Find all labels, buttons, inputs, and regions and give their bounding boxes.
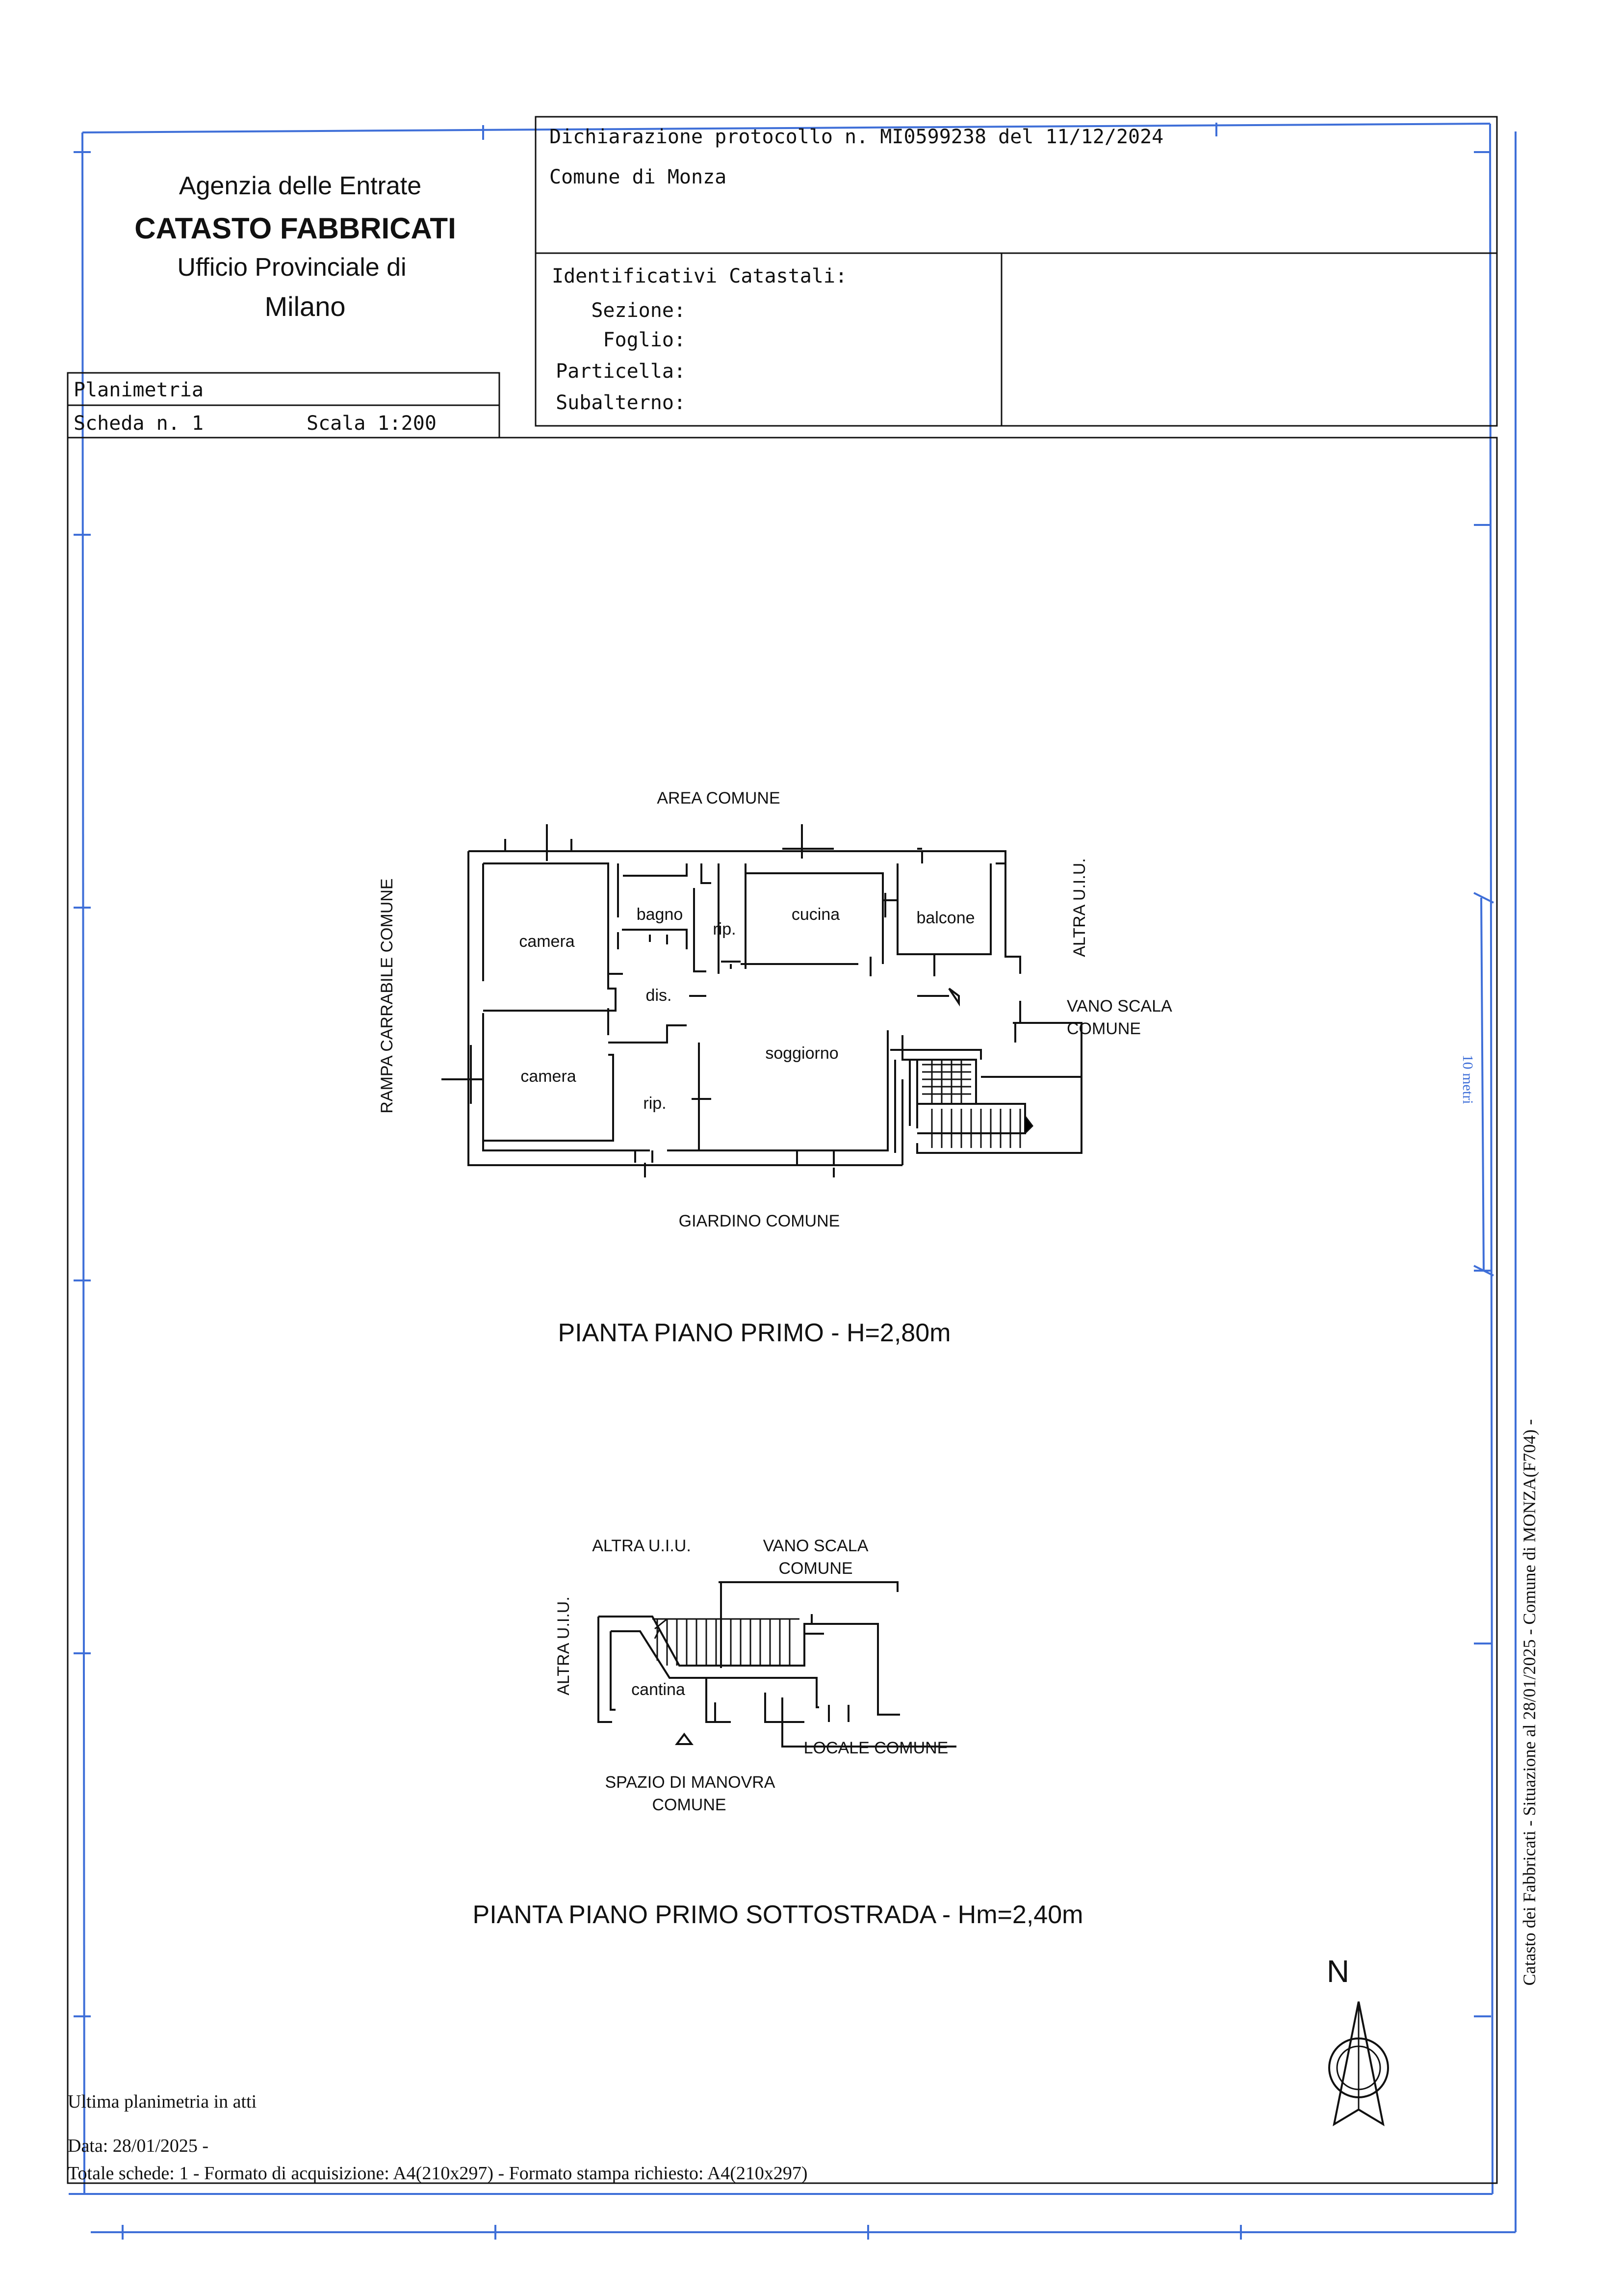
label-vano-comune: COMUNE [1067, 1019, 1141, 1038]
foglio-label: Foglio: [603, 329, 686, 351]
north-arrow-icon [1327, 1954, 1388, 2124]
scala-label: Scala 1:200 [307, 412, 437, 435]
label-altra-uiu-left: ALTRA U.I.U. [554, 1596, 573, 1696]
footer-data: Data: 28/01/2025 - [68, 2136, 209, 2156]
room-rip-1: rip. [713, 920, 736, 939]
label-rampa-carrabile: RAMPA CARRABILE COMUNE [378, 878, 396, 1114]
floor-plan-primo [441, 824, 1081, 1177]
agency-name: Agenzia delle Entrate [179, 172, 422, 200]
room-cantina: cantina [631, 1680, 685, 1699]
catasto-fabbricati: CATASTO FABBRICATI [134, 212, 456, 245]
planimetria-label: Planimetria [74, 379, 204, 401]
room-rip-2: rip. [643, 1094, 667, 1113]
identificativi-title: Identificativi Catastali: [552, 265, 848, 287]
label-vano-scala-2: VANO SCALA [763, 1537, 869, 1555]
label-altra-uiu: ALTRA U.I.U. [1070, 858, 1089, 957]
comune-name: Comune di Monza [549, 166, 727, 188]
footer-ultima-planimetria: Ultima planimetria in atti [68, 2091, 257, 2112]
subalterno-label: Subalterno: [556, 391, 686, 414]
plan-primo-title: PIANTA PIANO PRIMO - H=2,80m [558, 1319, 951, 1347]
room-soggiorno: soggiorno [765, 1044, 839, 1063]
room-bagno: bagno [636, 905, 683, 924]
ufficio-city: Milano [264, 291, 346, 322]
label-spazio-manovra: SPAZIO DI MANOVRA [605, 1773, 775, 1792]
footer [68, 2091, 808, 2184]
label-area-comune: AREA COMUNE [657, 789, 780, 808]
label-vano-scala: VANO SCALA [1067, 997, 1172, 1016]
scale-mark-label: 10 metri [1460, 1054, 1476, 1104]
label-locale-comune: LOCALE COMUNE [803, 1739, 949, 1757]
room-cucina: cucina [791, 905, 840, 924]
room-camera-2: camera [520, 1067, 576, 1086]
side-situazione-text: Catasto dei Fabbricati - Situazione al 28/01/2025 - Comune di MONZA(F704) - [1519, 1419, 1539, 1986]
particella-label: Particella: [556, 360, 686, 383]
footer-totale-schede: Totale schede: 1 - Formato di acquisizione: A4(210x297) - Formato stampa richiesto: A4(210x297) [68, 2163, 808, 2184]
label-spazio-comune: COMUNE [652, 1796, 726, 1814]
plan-sotto-labels [554, 1537, 948, 1814]
protocol-number: Dichiarazione protocollo n. MI0599238 del 11/12/2024 [549, 126, 1164, 148]
scheda-label: Scheda n. 1 [74, 412, 204, 435]
north-label: N [1326, 1954, 1350, 1989]
room-balcone: balcone [916, 909, 975, 927]
label-giardino-comune: GIARDINO COMUNE [678, 1212, 840, 1230]
room-dis: dis. [645, 986, 672, 1005]
room-camera-1: camera [519, 932, 575, 951]
plan-sotto-title: PIANTA PIANO PRIMO SOTTOSTRADA - Hm=2,40m [472, 1901, 1083, 1929]
ufficio-provinciale: Ufficio Provinciale di [177, 253, 407, 282]
sezione-label: Sezione: [591, 299, 686, 322]
agency-block [134, 172, 456, 322]
floor-plan-sottostrada [598, 1582, 956, 1747]
label-altra-uiu-top: ALTRA U.I.U. [592, 1537, 691, 1555]
label-vano-comune-2: COMUNE [778, 1559, 853, 1578]
